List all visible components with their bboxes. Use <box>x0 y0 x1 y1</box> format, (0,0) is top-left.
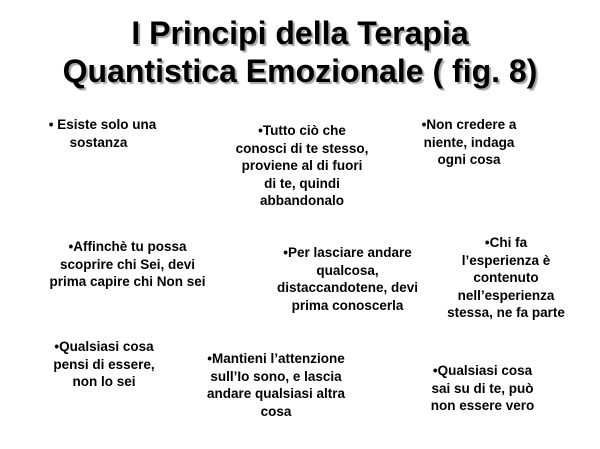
bullet-line: proviene al di fuori <box>241 158 363 173</box>
bullet-line: •Tutto ciò che <box>258 123 346 138</box>
principle-who-you-are <box>35 238 220 291</box>
bullet-line: andare qualsiasi altra <box>206 386 346 401</box>
bullet-line: di te, quindi <box>264 175 340 191</box>
bullet-line: non lo sei <box>72 374 136 389</box>
principle-experiencer <box>436 234 576 322</box>
bullet-line: • Esiste solo una <box>48 117 157 132</box>
bullet-line: pensi di essere, <box>53 356 155 372</box>
bullet-line: distaccandotene, devi <box>276 280 419 295</box>
bullet-line: ogni cosa <box>437 152 501 167</box>
bullet-line: cosa <box>260 403 292 419</box>
bullet-line: •Chi fa <box>484 235 528 250</box>
bullet-line: •Mantieni l’attenzione <box>207 351 345 366</box>
principle-what-you-know-may-be-false <box>415 362 550 415</box>
bullet-line: sull’Io sono, e lascia <box>210 368 342 384</box>
principle-believe-nothing <box>405 116 533 169</box>
bullet-line: niente, indaga <box>423 134 515 150</box>
bullet-line: prima conoscerla <box>291 297 404 313</box>
bullet-line: sai su di te, può <box>431 380 534 396</box>
bullet-line: contenuto <box>473 270 539 285</box>
principle-letting-go <box>265 244 430 314</box>
bullet-line: •Affinchè tu possa <box>68 239 187 254</box>
bullet-line: •Non credere a <box>421 117 517 132</box>
principle-what-you-think-you-are <box>40 338 168 391</box>
slide-title-line-2: Quantistica Emozionale ( fig. 8) <box>62 53 538 89</box>
bullet-line: nell’esperienza <box>457 287 555 303</box>
slide-title-line-1: I Principi della Terapia <box>131 15 469 51</box>
bullet-line: abbandonalo <box>260 193 344 208</box>
bullet-line: scoprire chi Sei, devi <box>59 256 196 272</box>
bullet-line: conosci di te stesso, <box>235 140 369 156</box>
bullet-line: non essere vero <box>430 398 535 413</box>
bullet-line: l’esperienza è <box>461 252 551 268</box>
bullet-line: stessa, ne fa parte <box>447 305 565 320</box>
principle-existence-one-substance <box>40 116 165 151</box>
principle-i-am-attention <box>190 350 362 420</box>
bullet-line: •Qualsiasi cosa <box>432 363 533 378</box>
slide-title <box>0 14 600 90</box>
principle-what-you-know <box>222 122 382 210</box>
bullet-line: sostanza <box>69 134 128 150</box>
bullet-line: prima capire chi Non sei <box>49 274 206 289</box>
bullet-line: •Qualsiasi cosa <box>54 339 154 354</box>
bullet-line: •Per lasciare andare <box>283 245 412 260</box>
bullet-line: qualcosa, <box>316 262 379 278</box>
